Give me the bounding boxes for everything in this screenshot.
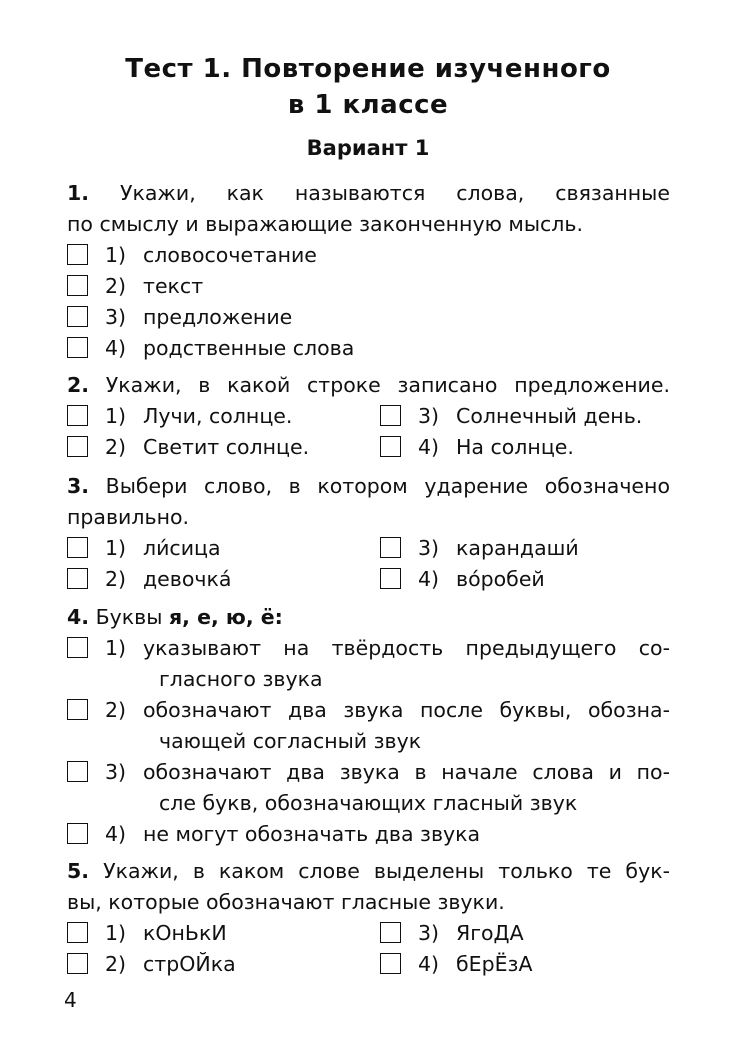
option-text: родственные слова [143,336,355,360]
question-1-line-1: Укажи, как называются слова, связанные [119,181,670,205]
option-text-line-1: обозначают два звука после буквы, обозна- [143,698,670,722]
answer-checkbox[interactable] [67,823,88,844]
answer-checkbox[interactable] [67,761,88,782]
answer-checkbox[interactable] [380,436,401,457]
answer-checkbox[interactable] [380,568,401,589]
question-5-line-1: Укажи, в каком слове выделены только те бук- [103,859,670,883]
option-text [143,695,670,757]
question-3-text [67,471,670,502]
option-text-line-2: чающей согласный звук [159,729,422,753]
question-5-text-line-2: вы, которые обозначают гласные звуки. [67,890,505,914]
question-4-option-2[interactable] [67,695,670,757]
option-number: 1) [105,243,127,267]
answer-checkbox[interactable] [380,922,401,943]
question-3-text-line-2: правильно. [67,505,190,529]
option-number: 3) [105,305,127,329]
option-text: Солнечный день. [456,404,643,428]
option-text: кОнЬкИ [143,921,227,945]
answer-checkbox[interactable] [67,637,88,658]
option-number: 2) [105,952,127,976]
option-number: 3) [418,404,440,428]
question-4-text [67,602,670,633]
option-number: 3) [105,760,127,784]
option-number: 2) [105,435,127,459]
answer-checkbox[interactable] [67,275,88,296]
answer-checkbox[interactable] [380,537,401,558]
option-text: не могут обозначать два звука [143,822,481,846]
option-text [143,757,670,819]
question-5-number: 5. [67,859,90,883]
option-number: 3) [418,921,440,945]
option-text: во́робей [456,567,545,591]
option-text: Лучи, солнце. [143,404,293,428]
page-title-line-2: в 1 классе [287,90,449,120]
question-4-letters: я, е, ю, ё: [168,605,283,629]
variant-heading: Вариант 1 [306,136,430,160]
answer-checkbox[interactable] [67,436,88,457]
option-text [143,633,670,695]
answer-checkbox[interactable] [67,405,88,426]
question-4-option-1[interactable] [67,633,670,695]
answer-checkbox[interactable] [380,405,401,426]
option-number: 4) [105,822,127,846]
option-text-line-1: обозначают два звука в начале слова и по- [143,760,670,784]
option-text-line-2: гласного звука [159,667,323,691]
page-number: 4 [64,988,77,1012]
question-3-number: 3. [67,474,90,498]
option-text: ли́сица [143,536,221,560]
option-text: текст [143,274,204,298]
question-1-text-line-2: по смыслу и выражающие законченную мысль. [67,212,583,236]
page-title-line-1: Тест 1. Повторение изученного [125,54,611,84]
answer-checkbox[interactable] [380,953,401,974]
question-1-number: 1. [67,181,90,205]
option-number: 1) [105,636,127,660]
option-number: 2) [105,274,127,298]
option-number: 2) [105,567,127,591]
option-number: 1) [105,921,127,945]
option-text: карандаши́ [456,536,579,560]
answer-checkbox[interactable] [67,337,88,358]
question-4-prefix: Буквы [95,605,163,629]
option-text: На солнце. [456,435,574,459]
question-5-text [67,856,670,887]
option-number: 1) [105,536,127,560]
option-text-line-2: сле букв, обозначающих гласный звук [159,791,578,815]
option-text: словосочетание [143,243,317,267]
answer-checkbox[interactable] [67,306,88,327]
option-number: 4) [418,435,440,459]
question-2-text [67,370,670,401]
question-4-number: 4. [67,605,90,629]
option-number: 4) [418,952,440,976]
question-2-number: 2. [67,373,90,397]
question-4-option-3[interactable] [67,757,670,819]
option-number: 4) [105,336,127,360]
option-number: 4) [418,567,440,591]
option-number: 3) [418,536,440,560]
answer-checkbox[interactable] [67,922,88,943]
question-3-line-1: Выбери слово, в котором ударение обозначено [105,474,670,498]
option-number: 1) [105,404,127,428]
answer-checkbox[interactable] [67,568,88,589]
answer-checkbox[interactable] [67,953,88,974]
answer-checkbox[interactable] [67,537,88,558]
option-text: ЯгоДА [456,921,524,945]
question-1-text [67,178,670,209]
question-2-line-1: Укажи, в какой строке записано предложение. [105,373,670,397]
option-text: Светит солнце. [143,435,310,459]
option-text: предложение [143,305,293,329]
option-number: 2) [105,698,127,722]
option-text: девочка́ [143,567,232,591]
option-text: бЕрЁзА [456,952,533,976]
option-text-line-1: указывают на твёрдость предыдущего со- [143,636,670,660]
answer-checkbox[interactable] [67,699,88,720]
option-text: стрОЙка [143,952,236,976]
answer-checkbox[interactable] [67,244,88,265]
